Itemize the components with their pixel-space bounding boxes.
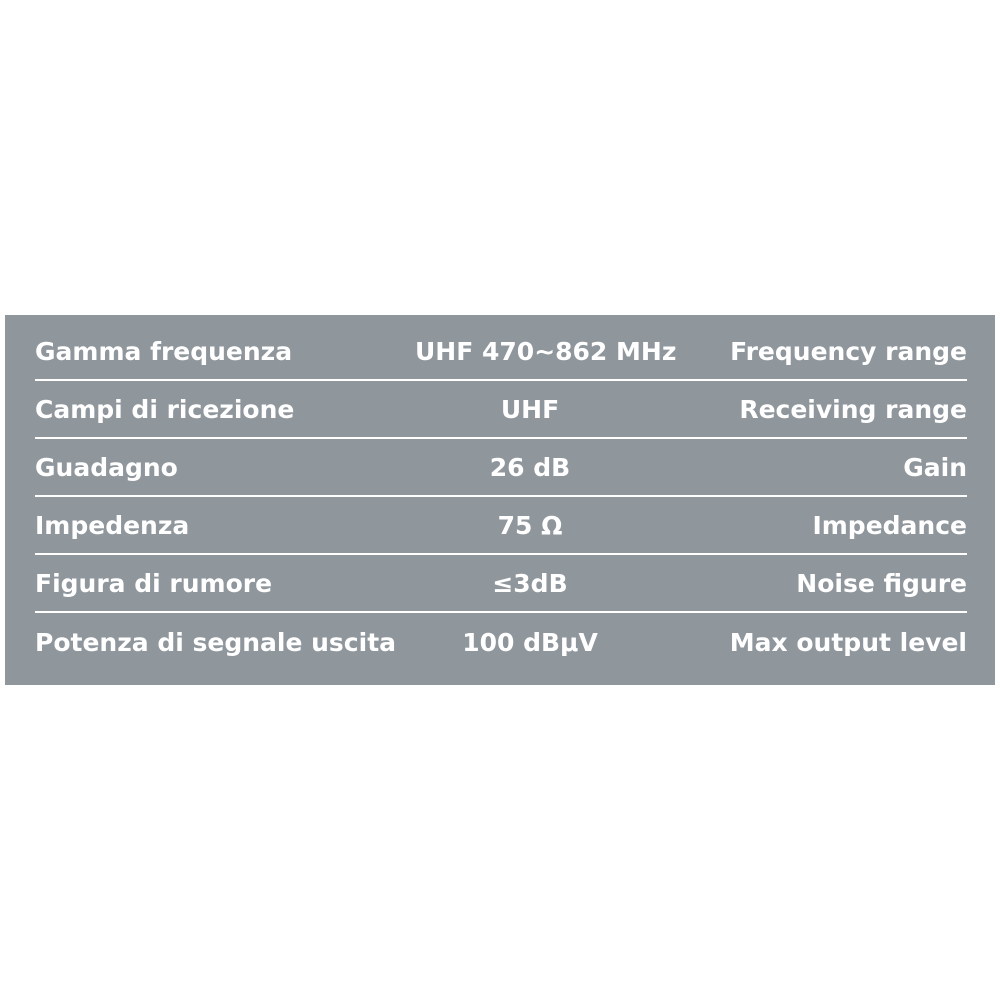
spec-row-noise-figure xyxy=(35,555,967,613)
spec-label-english: Frequency range xyxy=(730,336,967,366)
spec-row-gain xyxy=(35,439,967,497)
spec-value: 26 dB xyxy=(489,452,571,482)
spec-label-italian: Guadagno xyxy=(35,452,178,482)
spec-value: UHF 470~862 MHz xyxy=(415,336,677,366)
spec-row-frequency-range xyxy=(35,323,967,381)
spec-label-italian: Figura di rumore xyxy=(35,568,273,598)
spec-label-italian: Campi di ricezione xyxy=(35,394,295,424)
spec-label-english: Noise figure xyxy=(796,568,967,598)
spec-table xyxy=(5,315,995,685)
spec-label-english: Receiving range xyxy=(739,394,967,424)
spec-label-english: Impedance xyxy=(812,510,967,540)
spec-label-english: Max output level xyxy=(729,627,967,657)
spec-label-italian: Potenza di segnale uscita xyxy=(35,627,397,657)
spec-label-english: Gain xyxy=(903,452,967,482)
spec-label-italian: Impedenza xyxy=(35,510,190,540)
spec-value: ≤3dB xyxy=(492,568,568,598)
spec-label-italian: Gamma frequenza xyxy=(35,336,293,366)
spec-row-receiving-range xyxy=(35,381,967,439)
spec-row-max-output-level xyxy=(35,613,967,671)
spec-row-impedance xyxy=(35,497,967,555)
spec-value: 75 Ω xyxy=(497,510,563,540)
spec-value: 100 dBμV xyxy=(462,627,598,657)
spec-value: UHF xyxy=(500,394,560,424)
